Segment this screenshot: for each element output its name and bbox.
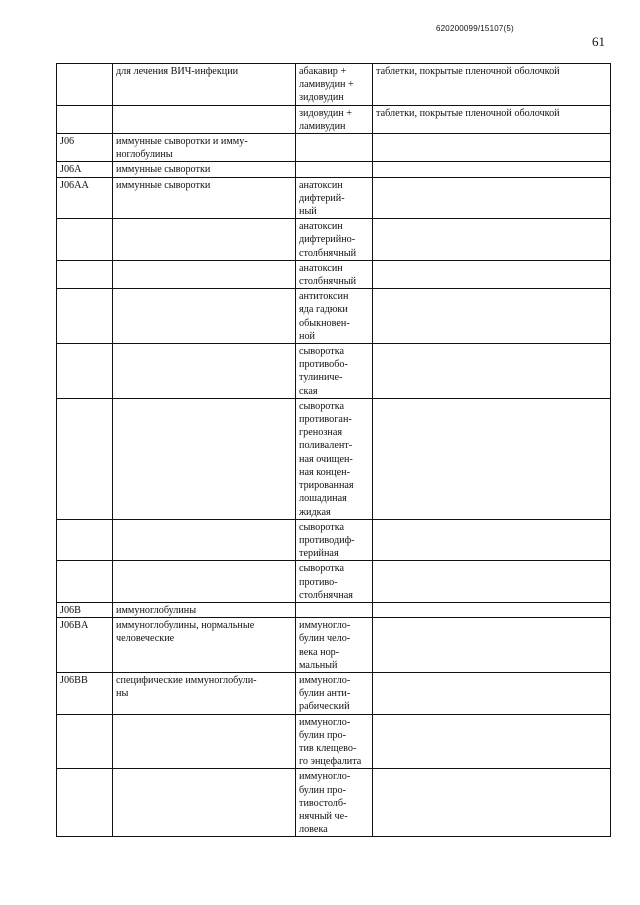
table-row [57, 219, 611, 261]
drug-name-cell [296, 602, 373, 617]
atc-code-cell [57, 561, 113, 603]
group-name-cell [113, 289, 296, 344]
atc-code-cell: J06A [57, 162, 113, 177]
dosage-form-cell [373, 769, 611, 837]
atc-code-cell [57, 714, 113, 769]
table-row [57, 260, 611, 288]
dosage-form-cell [373, 177, 611, 219]
table-row [57, 672, 611, 714]
table-row [57, 64, 611, 106]
group-name-cell [113, 344, 296, 399]
atc-code-cell [57, 769, 113, 837]
table-row [57, 519, 611, 561]
table-row [57, 134, 611, 162]
dosage-form-cell [373, 260, 611, 288]
drug-name-cell: анатоксин дифтерий- ный [296, 177, 373, 219]
group-name-cell: иммунные сыворотки [113, 162, 296, 177]
dosage-form-cell [373, 289, 611, 344]
table-row [57, 162, 611, 177]
drug-name-cell: сыворотка противо- столбнячная [296, 561, 373, 603]
drug-name-cell: сыворотка противоган- гренозная поливалент- ная очищен- ная концен- трированная лошадиная жидкая [296, 398, 373, 519]
table-row [57, 105, 611, 133]
drug-name-cell: абакавир + ламивудин + зидовудин [296, 64, 373, 106]
group-name-cell [113, 519, 296, 561]
group-name-cell: специфические иммуноглобули- ны [113, 672, 296, 714]
dosage-form-cell: таблетки, покрытые пленочной оболочкой [373, 105, 611, 133]
atc-code-cell: J06 [57, 134, 113, 162]
table-row [57, 289, 611, 344]
table-row [57, 398, 611, 519]
dosage-form-cell [373, 162, 611, 177]
dosage-form-cell [373, 602, 611, 617]
atc-code-cell: J06AA [57, 177, 113, 219]
dosage-form-cell: таблетки, покрытые пленочной оболочкой [373, 64, 611, 106]
group-name-cell [113, 398, 296, 519]
atc-code-cell [57, 105, 113, 133]
dosage-form-cell [373, 561, 611, 603]
drug-name-cell: зидовудин + ламивудин [296, 105, 373, 133]
group-name-cell: иммуноглобулины, нормальные человеческие [113, 618, 296, 673]
drug-name-cell: иммуногло- булин чело- века нор- мальный [296, 618, 373, 673]
atc-code-cell: J06B [57, 602, 113, 617]
group-name-cell [113, 219, 296, 261]
atc-code-cell [57, 219, 113, 261]
group-name-cell: иммуноглобулины [113, 602, 296, 617]
dosage-form-cell [373, 134, 611, 162]
group-name-cell [113, 561, 296, 603]
drug-name-cell [296, 134, 373, 162]
group-name-cell [113, 105, 296, 133]
dosage-form-cell [373, 714, 611, 769]
atc-code-cell: J06BA [57, 618, 113, 673]
drug-classification-table [56, 63, 611, 837]
drug-name-cell: иммуногло- булин анти- рабический [296, 672, 373, 714]
dosage-form-cell [373, 519, 611, 561]
group-name-cell: иммунные сыворотки [113, 177, 296, 219]
drug-name-cell: иммуногло- булин про- тив клещево- го энцефалита [296, 714, 373, 769]
drug-name-cell [296, 162, 373, 177]
atc-code-cell [57, 344, 113, 399]
drug-name-cell: антитоксин яда гадюки обыкновен- ной [296, 289, 373, 344]
group-name-cell [113, 769, 296, 837]
drug-name-cell: сыворотка противобо- тулиниче- ская [296, 344, 373, 399]
document-id: 620200099/15107(5) [436, 24, 514, 33]
dosage-form-cell [373, 672, 611, 714]
atc-code-cell [57, 289, 113, 344]
drug-name-cell: анатоксин дифтерийно- столбнячный [296, 219, 373, 261]
dosage-form-cell [373, 219, 611, 261]
table-row [57, 177, 611, 219]
page-number: 61 [592, 34, 605, 49]
dosage-form-cell [373, 618, 611, 673]
drug-name-cell: анатоксин столбнячный [296, 260, 373, 288]
atc-code-cell: J06BB [57, 672, 113, 714]
table-row [57, 561, 611, 603]
group-name-cell: для лечения ВИЧ-инфекции [113, 64, 296, 106]
drug-name-cell: иммуногло- булин про- тивостолб- нячный че- ловека [296, 769, 373, 837]
group-name-cell [113, 714, 296, 769]
atc-code-cell [57, 260, 113, 288]
table-row [57, 344, 611, 399]
atc-code-cell [57, 398, 113, 519]
drug-name-cell: сыворотка противодиф- терийная [296, 519, 373, 561]
atc-code-cell [57, 519, 113, 561]
dosage-form-cell [373, 344, 611, 399]
dosage-form-cell [373, 398, 611, 519]
group-name-cell [113, 260, 296, 288]
table-row [57, 714, 611, 769]
atc-code-cell [57, 64, 113, 106]
table-row [57, 618, 611, 673]
group-name-cell: иммунные сыворотки и имму- ноглобулины [113, 134, 296, 162]
table-row [57, 769, 611, 837]
table-row [57, 602, 611, 617]
